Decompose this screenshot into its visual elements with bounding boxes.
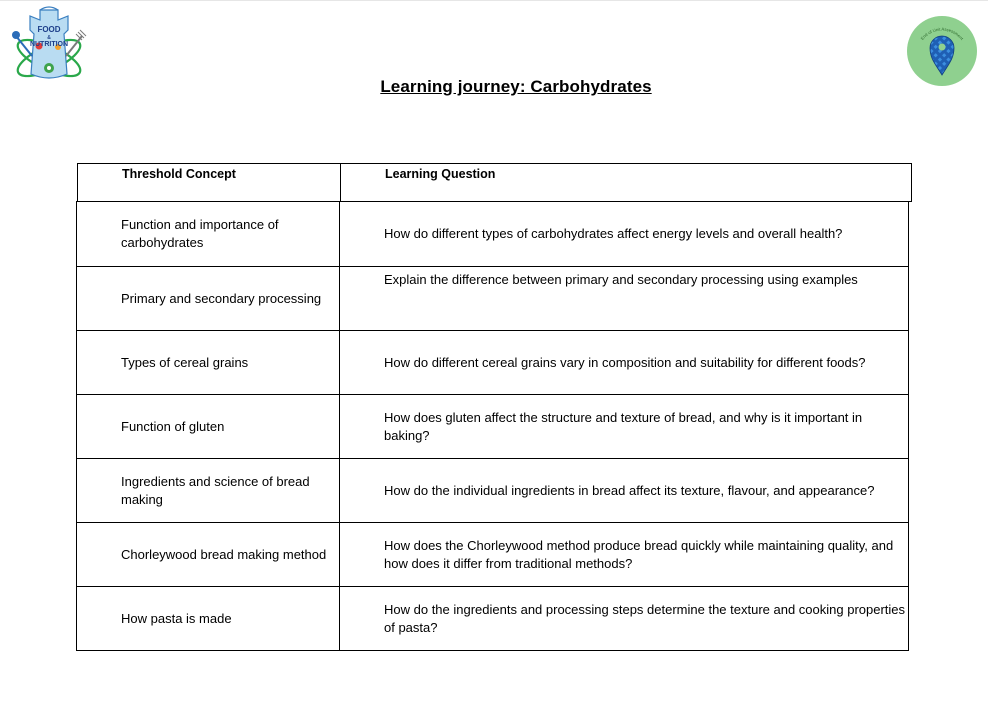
question-cell: How do the ingredients and processing steps determine the texture and cooking properties of pasta?: [340, 587, 909, 651]
table-row: [77, 459, 909, 523]
table-row: [77, 202, 909, 267]
logo-word-and: &: [47, 35, 51, 41]
header-learning-question: Learning Question: [385, 167, 496, 181]
badge-caption: End of Unit Assessment: [919, 26, 965, 41]
question-cell: Explain the difference between primary and secondary processing using examples: [340, 267, 909, 331]
concept-cell: Chorleywood bread making method: [77, 523, 340, 587]
concept-cell: Function of gluten: [77, 395, 340, 459]
table-row: [77, 331, 909, 395]
table-row: [77, 587, 909, 651]
concept-cell: Primary and secondary processing: [77, 267, 340, 331]
header-threshold-concept: Threshold Concept: [122, 167, 236, 181]
concept-cell: Types of cereal grains: [77, 331, 340, 395]
page-title: Learning journey: Carbohydrates: [380, 77, 652, 96]
question-cell: How do the individual ingredients in bread affect its texture, flavour, and appearance?: [340, 459, 909, 523]
concept-cell: Function and importance of carbohydrates: [77, 202, 340, 267]
question-cell: How does the Chorleywood method produce bread quickly while maintaining quality, and how does it differ from traditional methods?: [340, 523, 909, 587]
concept-cell: How pasta is made: [77, 587, 340, 651]
logo-word-nutrition: NUTRITION: [29, 41, 69, 48]
table-row: [77, 395, 909, 459]
question-cell: How do different cereal grains vary in composition and suitability for different foods?: [340, 331, 909, 395]
concept-cell: Ingredients and science of bread making: [77, 459, 340, 523]
question-cell: How do different types of carbohydrates affect energy levels and overall health?: [340, 202, 909, 267]
table-row: [77, 523, 909, 587]
logo-word-food: FOOD: [37, 25, 61, 34]
learning-journey-table: [76, 201, 909, 651]
question-cell: How does gluten affect the structure and texture of bread, and why is it important in baking?: [340, 395, 909, 459]
table-header-row: [77, 163, 912, 202]
table-row: [77, 267, 909, 331]
header-divider: [340, 164, 341, 201]
top-rule: [0, 0, 988, 1]
